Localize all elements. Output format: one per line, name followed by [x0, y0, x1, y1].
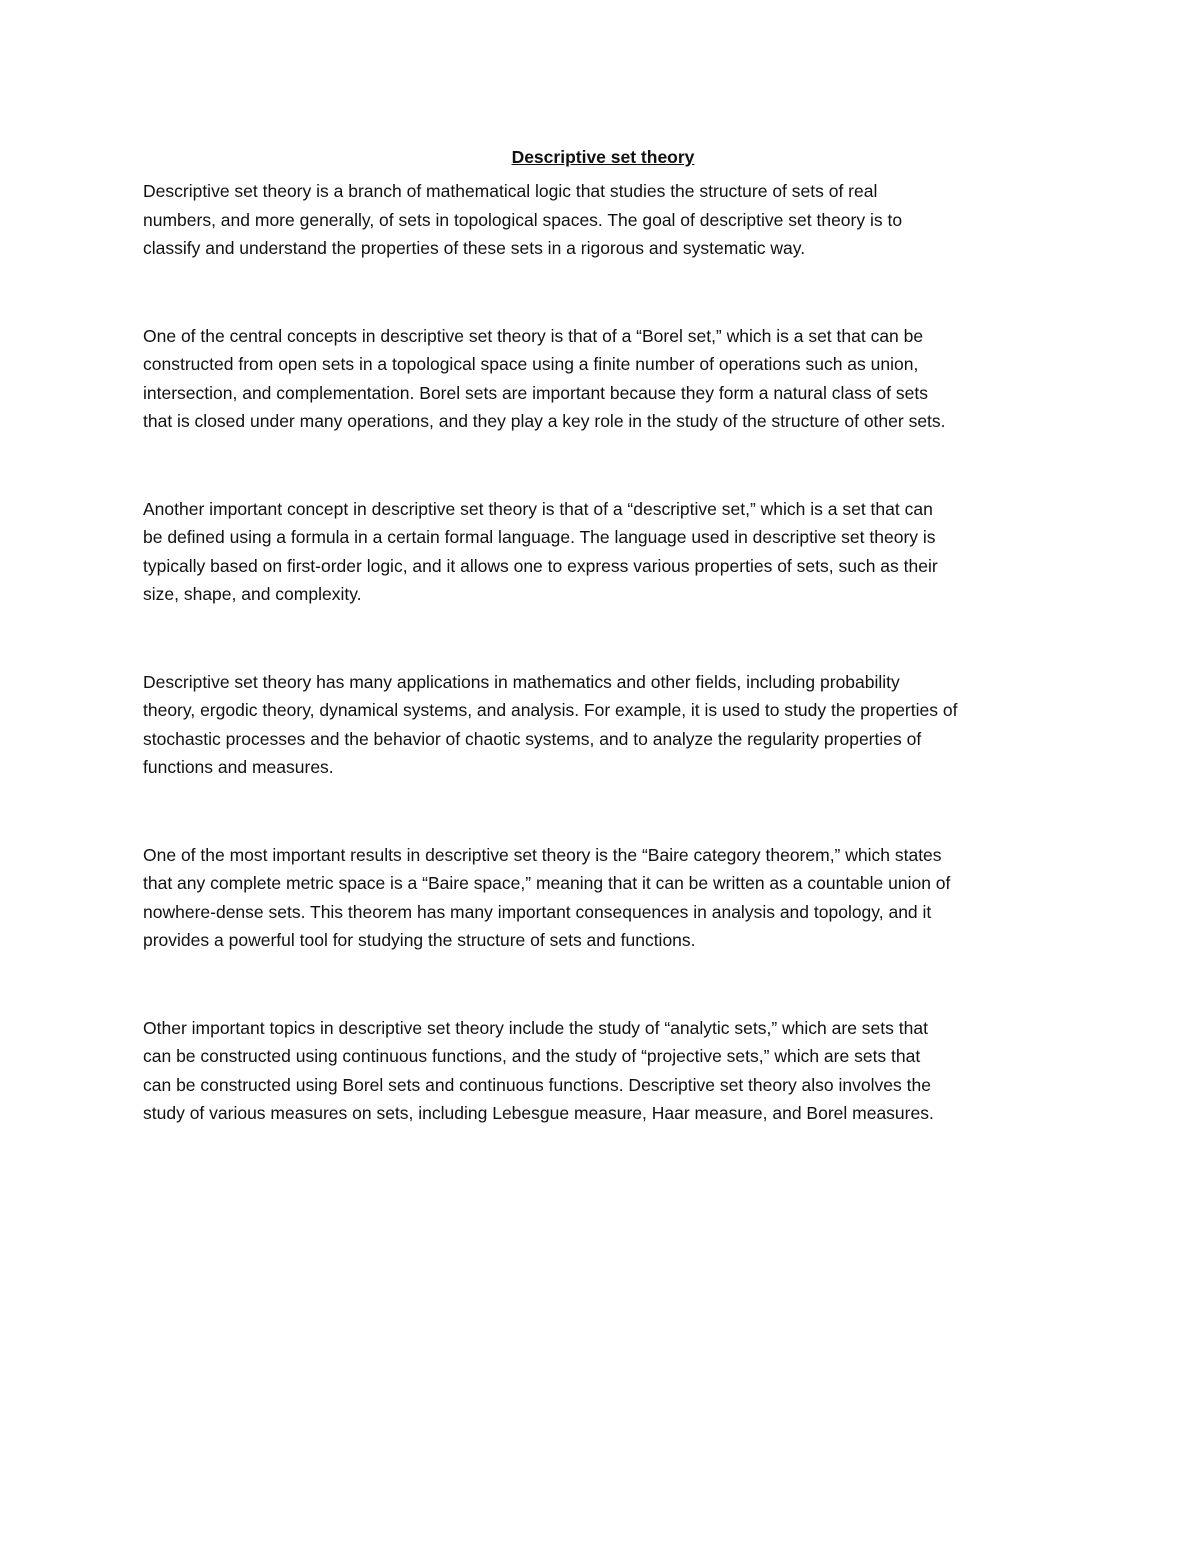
- paragraph-2: [143, 322, 1063, 436]
- text-line: Descriptive set theory is a branch of mathematical logic that studies the structure of sets of real: [143, 181, 878, 201]
- paragraph-1: [143, 177, 1063, 263]
- paragraph-4: [143, 668, 1063, 782]
- paragraph-spacer: [143, 263, 1063, 322]
- text-line: functions and measures.: [143, 757, 334, 777]
- paragraph-spacer: [143, 436, 1063, 495]
- paragraph-6: [143, 1014, 1063, 1128]
- paragraph-5: [143, 841, 1063, 955]
- text-line: can be constructed using continuous functions, and the study of “projective sets,” which are sets that: [143, 1046, 921, 1066]
- text-line: that is closed under many operations, and they play a key role in the study of the structure of other sets.: [143, 411, 946, 431]
- paragraph-spacer: [143, 782, 1063, 841]
- text-line: One of the central concepts in descriptive set theory is that of a “Borel set,” which is a set that can be: [143, 325, 924, 346]
- text-line: intersection, and complementation. Borel sets are important because they form a natural class of sets: [143, 382, 928, 403]
- paragraph-spacer: [143, 955, 1063, 1014]
- text-line: Other important topics in descriptive set theory include the study of “analytic sets,” which are sets that: [143, 1017, 928, 1038]
- text-line: classify and understand the properties of these sets in a rigorous and systematic way.: [143, 238, 806, 258]
- text-line: can be constructed using Borel sets and continuous functions. Descriptive set theory also involves the: [143, 1074, 931, 1095]
- document-title: Descriptive set theory: [511, 147, 695, 167]
- text-line: that any complete metric space is a “Baire space,” meaning that it can be written as a countable union of: [143, 873, 951, 893]
- text-line: be defined using a formula in a certain formal language. The language used in descriptive set theory is: [143, 527, 936, 547]
- text-line: nowhere-dense sets. This theorem has many important consequences in analysis and topology, and it: [143, 901, 932, 922]
- text-line: numbers, and more generally, of sets in topological spaces. The goal of descriptive set theory is to: [143, 209, 903, 230]
- paragraph-3: [143, 495, 1063, 609]
- text-line: constructed from open sets in a topological space using a finite number of operations such as union,: [143, 354, 919, 374]
- document-body: [143, 143, 1063, 1128]
- text-line: Another important concept in descriptive set theory is that of a “descriptive set,” which is a set that can: [143, 498, 933, 519]
- text-line: stochastic processes and the behavior of chaotic systems, and to analyze the regularity properties of: [143, 728, 922, 749]
- text-line: typically based on first-order logic, and it allows one to express various properties of sets, such as their: [143, 555, 938, 576]
- text-line: Descriptive set theory has many applications in mathematics and other fields, including probability: [143, 671, 900, 692]
- text-line: study of various measures on sets, including Lebesgue measure, Haar measure, and Borel measures.: [143, 1103, 934, 1123]
- paragraph-spacer: [143, 609, 1063, 668]
- text-line: One of the most important results in descriptive set theory is the “Baire category theorem,” which states: [143, 844, 942, 865]
- text-line: size, shape, and complexity.: [143, 584, 362, 604]
- text-line: provides a powerful tool for studying the structure of sets and functions.: [143, 930, 696, 950]
- text-line: theory, ergodic theory, dynamical systems, and analysis. For example, it is used to study the properties of: [143, 700, 958, 720]
